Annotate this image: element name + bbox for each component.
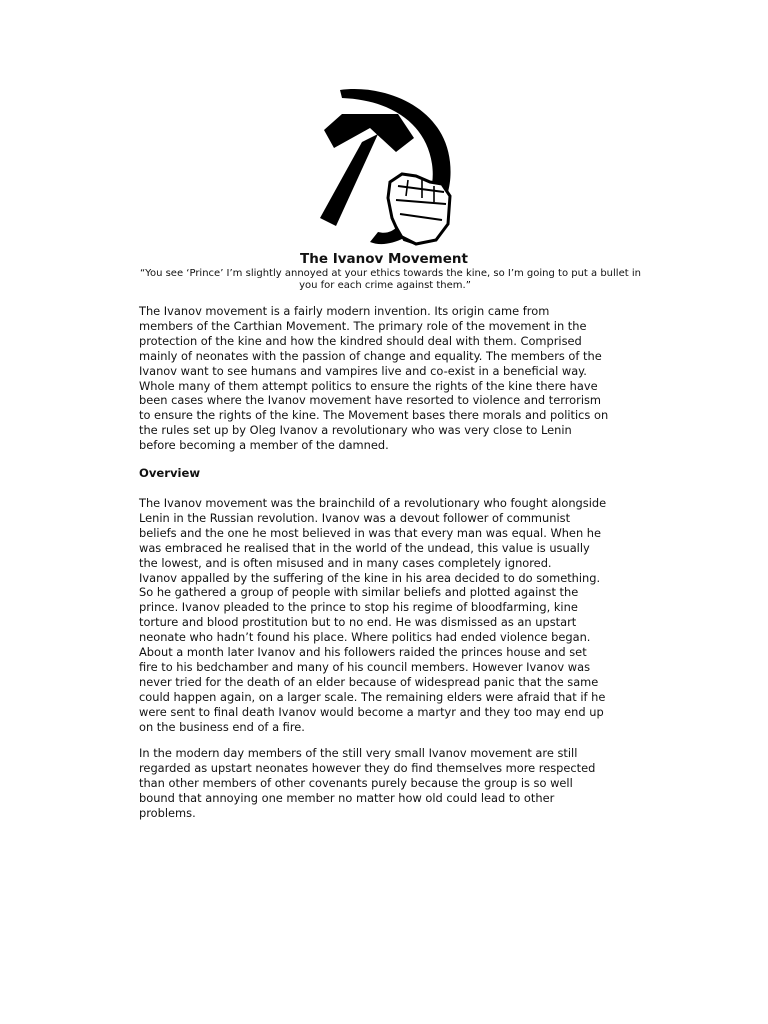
text-line: beliefs and the one he most believed in was that every man was equal. When he (139, 525, 602, 540)
text-line: than other members of other covenants purely because the group is so well (139, 775, 573, 790)
quote-line: “You see ‘Prince’ I’m slightly annoyed at your ethics towards the kine, so I’m going to put a bullet in (140, 268, 641, 279)
text-line: before becoming a member of the damned. (139, 438, 389, 453)
epigraph-quote (140, 268, 641, 292)
text-line: the rules set up by Oleg Ivanov a revolutionary who was very close to Lenin (139, 423, 572, 438)
text-line: So he gathered a group of people with similar beliefs and plotted against the (139, 585, 579, 600)
text-line: The Ivanov movement is a fairly modern invention. Its origin came from (139, 304, 550, 318)
text-line: Whole many of them attempt politics to ensure the rights of the kine there have (139, 378, 598, 393)
text-line: the lowest, and is often misused and in many cases completely ignored. (139, 555, 552, 570)
text-line: fire to his bedchamber and many of his council members. However Ivanov was (139, 659, 590, 674)
text-line: never tried for the death of an elder because of widespread panic that the same (139, 674, 599, 689)
text-line: were sent to final death Ivanov would become a martyr and they too may end up (139, 704, 604, 719)
text-line: bound that annoying one member no matter how old could lead to other (139, 790, 555, 805)
text-line: Lenin in the Russian revolution. Ivanov was a devout follower of communist (139, 510, 571, 525)
closing-paragraph (139, 746, 639, 821)
quote-line: you for each crime against them.” (299, 280, 471, 291)
text-line: could happen again, on a larger scale. The remaining elders were afraid that if he (139, 689, 606, 704)
text-line: The Ivanov movement was the brainchild of a revolutionary who fought alongside (139, 496, 607, 510)
text-line: prince. Ivanov pleaded to the prince to stop his regime of bloodfarming, kine (139, 600, 578, 615)
intro-paragraph (139, 304, 639, 453)
text-line: Ivanov want to see humans and vampires live and co-exist in a beneficial way. (139, 363, 587, 378)
text-line: In the modern day members of the still very small Ivanov movement are still (139, 746, 578, 760)
text-line: on the business end of a fire. (139, 719, 305, 734)
text-line: members of the Carthian Movement. The primary role of the movement in the (139, 318, 587, 333)
overview-paragraph (139, 496, 639, 735)
hammer-sickle-fist-icon (312, 86, 460, 248)
text-line: mainly of neonates with the passion of change and equality. The members of the (139, 348, 602, 363)
text-line: to ensure the rights of the kine. The Movement bases there morals and politics on (139, 408, 609, 423)
text-line: torture and blood prostitution but to no end. He was dismissed as an upstart (139, 615, 577, 630)
text-line: problems. (139, 805, 196, 820)
text-line: protection of the kine and how the kindred should deal with them. Comprised (139, 333, 582, 348)
text-line: Ivanov appalled by the suffering of the kine in his area decided to do something. (139, 570, 601, 585)
text-line: neonate who hadn’t found his place. Where politics had ended violence began. (139, 630, 591, 645)
text-line: been cases where the Ivanov movement have resorted to violence and terrorism (139, 393, 602, 408)
document-title: The Ivanov Movement (300, 251, 468, 267)
overview-heading: Overview (139, 466, 201, 480)
text-line: regarded as upstart neonates however they do find themselves more respected (139, 760, 596, 775)
text-line: was embraced he realised that in the world of the undead, this value is usually (139, 540, 590, 555)
text-line: About a month later Ivanov and his followers raided the princes house and set (139, 645, 587, 660)
